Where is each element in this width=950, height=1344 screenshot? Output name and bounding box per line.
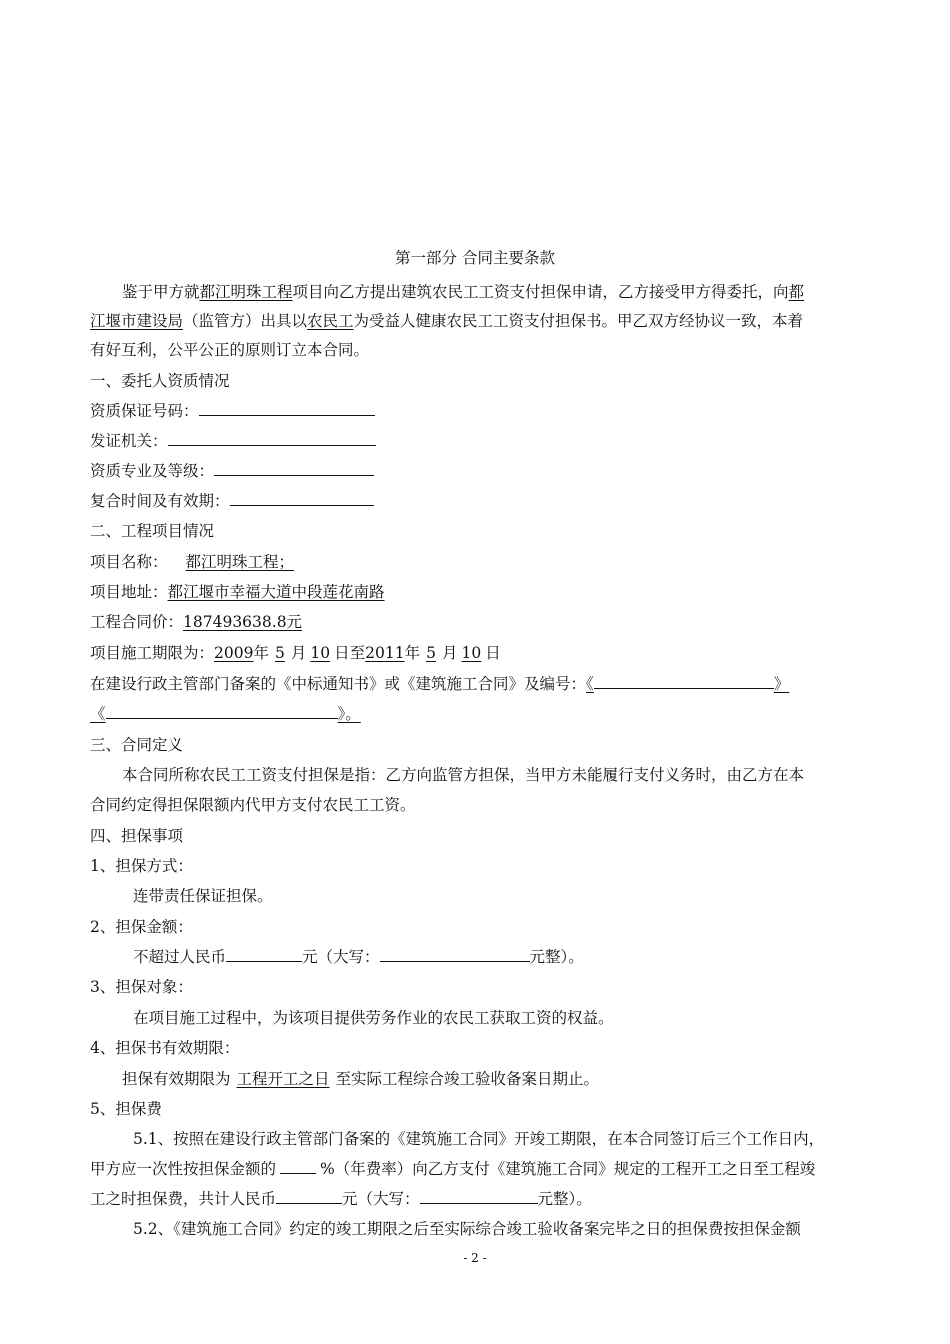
section4-heading: 四、担保事项 (90, 827, 184, 845)
end-month: 5 (426, 644, 436, 662)
fee-5-1-line-3 (90, 1189, 592, 1209)
project-name-underlined: 都江明珠工程 (199, 283, 293, 301)
item4-heading: 4、担保书有效期限： (90, 1039, 240, 1057)
field-label: 项目名称： (90, 553, 168, 571)
project-address-value: 都江堰市幸福大道中段莲花南路 (167, 583, 385, 601)
intro-line-1 (122, 282, 804, 302)
field-label: 项目地址： (90, 583, 168, 601)
project-address-row (90, 582, 385, 602)
contract-price-value: 187493638.8元 (183, 613, 303, 631)
intro-line-2 (90, 311, 803, 331)
unit-day: 日 (485, 644, 501, 662)
field-issuer (90, 431, 376, 451)
item5-heading: 5、担保费 (90, 1100, 162, 1118)
open-quote: 《 (586, 675, 594, 693)
blank-line (199, 401, 375, 416)
blank-line (106, 704, 338, 719)
blank-line (380, 947, 530, 962)
fee-5-2-line-1: 5.2、《建筑施工合同》约定的竣工期限之后至实际综合竣工验收备案完毕之日的担保费按担保金额 (133, 1220, 801, 1238)
supervisor-underlined: 都 (788, 283, 805, 301)
amount-suffix: 元整）。 (529, 948, 584, 966)
field-qualification (90, 461, 374, 481)
blank-line (280, 1159, 316, 1174)
supervisor-underlined: 江堰市建设局 (90, 312, 184, 330)
blank-line (230, 491, 374, 506)
field-label: 资质保证号码： (90, 402, 199, 420)
blank-line (594, 674, 774, 689)
item3-heading: 3、担保对象： (90, 978, 193, 996)
definition-line-1: 本合同所称农民工工资支付担保是指：乙方向监管方担保，当甲方未能履行支付义务时，由乙方在本 (122, 766, 805, 784)
validity-start-underlined: 工程开工之日 (236, 1070, 330, 1088)
validity-label: 担保有效期限为 (122, 1070, 231, 1088)
page-number: - 2 - (463, 1251, 487, 1265)
item1-text: 连带责任保证担保。 (133, 887, 273, 905)
unit-day-to: 日至 (334, 644, 366, 662)
field-label: 工程合同价： (90, 613, 184, 631)
open-quote: 《 (90, 705, 106, 723)
unit-year: 年 (404, 644, 421, 662)
fee-text: 元（大写： (342, 1190, 420, 1208)
field-review-time (90, 491, 374, 511)
construction-period-row (90, 643, 501, 663)
start-year: 2009 (214, 644, 254, 662)
field-label: 在建设行政主管部门备案的《中标通知书》或《建筑施工合同》及编号： (90, 675, 587, 693)
beneficiary-underlined: 农民工 (307, 312, 354, 330)
section3-heading: 三、合同定义 (90, 736, 184, 754)
intro-line-3: 有好互利，公平公正的原则订立本合同。 (90, 341, 370, 359)
field-label: 复合时间及有效期： (90, 492, 230, 510)
blank-line (226, 947, 302, 962)
project-name-row (90, 552, 294, 572)
section2-heading: 二、工程项目情况 (90, 522, 215, 540)
field-label: 发证机关： (90, 432, 168, 450)
blank-line (168, 431, 376, 446)
item3-text: 在项目施工过程中，为该项目提供劳务作业的农民工获取工资的权益。 (133, 1009, 614, 1027)
item2-text (133, 947, 584, 967)
fee-text: 元整）。 (537, 1190, 592, 1208)
blank-line (214, 461, 374, 476)
item2-heading: 2、担保金额： (90, 918, 193, 936)
field-label: 资质专业及等级： (90, 462, 215, 480)
item1-heading: 1、担保方式： (90, 857, 193, 875)
amount-words-label: 元（大写： (302, 948, 380, 966)
fee-text: %（年费率）向乙方支付《建筑施工合同》规定的工程开工之日至工程竣 (320, 1160, 816, 1178)
end-year: 2011 (365, 644, 405, 662)
fee-5-1-line-2 (90, 1159, 815, 1179)
unit-year: 年 (253, 644, 269, 662)
project-name-value: 都江明珠工程； (185, 553, 295, 571)
section1-heading: 一、委托人资质情况 (90, 372, 230, 390)
amount-label: 不超过人民币 (133, 948, 227, 966)
field-cert-number (90, 401, 375, 421)
item4-text (122, 1069, 599, 1089)
start-month: 5 (274, 644, 285, 662)
close-quote: 》。 (337, 705, 361, 723)
intro-text: 鉴于甲方就 (122, 283, 200, 301)
blank-line (420, 1189, 538, 1204)
start-day: 10 (310, 644, 331, 662)
field-label: 项目施工期限为： (90, 644, 215, 662)
unit-month: 月 (441, 644, 458, 662)
validity-end-text: 至实际工程综合竣工验收备案日期止。 (335, 1070, 600, 1088)
intro-text: 项目向乙方提出建筑农民工工资支付担保申请，乙方接受甲方得委托，向 (292, 283, 789, 301)
page-title: 第一部分 合同主要条款 (395, 249, 555, 267)
close-quote: 》 (773, 675, 790, 693)
fee-text: 甲方应一次性按担保金额的 (90, 1160, 277, 1178)
intro-text: （监管方）出具以 (183, 312, 308, 330)
record-number-row-2 (90, 704, 361, 724)
intro-text: 为受益人健康农民工工资支付担保书。甲乙双方经协议一致，本着 (353, 312, 804, 330)
record-number-row (90, 674, 789, 694)
fee-5-1-line-1: 5.1、按照在建设行政主管部门备案的《建筑施工合同》开竣工期限，在本合同签订后三个工作日内， (133, 1130, 825, 1148)
end-day: 10 (461, 644, 482, 662)
blank-line (276, 1189, 342, 1204)
unit-month: 月 (290, 644, 307, 662)
definition-line-2: 合同约定得担保限额内代甲方支付农民工工资。 (90, 796, 416, 814)
contract-price-row (90, 612, 302, 632)
fee-text: 工之时担保费，共计人民币 (90, 1190, 277, 1208)
